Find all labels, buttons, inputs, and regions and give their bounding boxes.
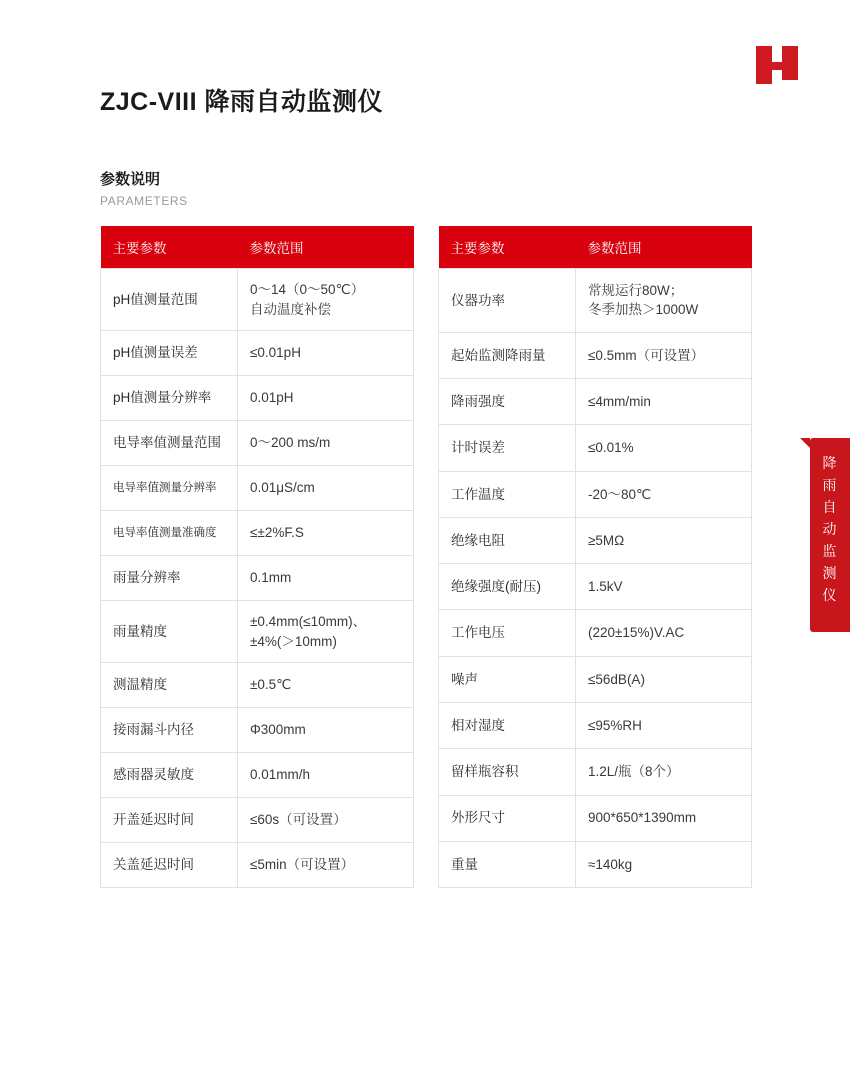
parameter-name-cell: pH值测量范围 — [101, 269, 238, 331]
parameter-name-cell: 绝缘强度(耐压) — [439, 564, 576, 610]
parameter-name-cell: 电导率值测量分辨率 — [101, 466, 238, 511]
company-logo-icon — [752, 40, 802, 90]
table-row — [101, 601, 414, 663]
parameter-name-cell: 电导率值测量准确度 — [101, 511, 238, 556]
table-row — [439, 517, 752, 563]
parameter-name-cell: 雨量分辨率 — [101, 556, 238, 601]
parameter-value-cell: 0～200 ms/m — [238, 421, 414, 466]
table-row — [439, 795, 752, 841]
side-tab-char: 动 — [822, 521, 838, 537]
table-row — [101, 663, 414, 708]
table-row — [439, 656, 752, 702]
parameter-value-cell: ≥5MΩ — [576, 517, 752, 563]
parameter-value-cell: 1.2L/瓶（8个） — [576, 749, 752, 795]
table-row — [439, 841, 752, 887]
parameter-value-cell: 常规运行80W； 冬季加热＞1000W — [576, 269, 752, 333]
parameter-value-cell: ≈140kg — [576, 841, 752, 887]
table-row — [439, 703, 752, 749]
side-tab-char: 仪 — [822, 587, 838, 603]
side-tab-char: 降 — [822, 455, 838, 471]
parameter-name-cell: 起始监测降雨量 — [439, 332, 576, 378]
parameter-value-cell: ≤0.5mm（可设置） — [576, 332, 752, 378]
parameter-value-cell: 0.01mm/h — [238, 753, 414, 798]
parameter-name-cell: 外形尺寸 — [439, 795, 576, 841]
parameter-name-cell: 绝缘电阻 — [439, 517, 576, 563]
parameter-name-cell: 仪器功率 — [439, 269, 576, 333]
table-row — [101, 708, 414, 753]
parameter-value-cell: 0.01pH — [238, 376, 414, 421]
side-tab-char: 雨 — [822, 477, 838, 493]
table-row — [439, 425, 752, 471]
page-title: ZJC-VIII 降雨自动监测仪 — [100, 88, 384, 116]
parameter-name-cell: pH值测量分辨率 — [101, 376, 238, 421]
parameter-name-cell: 测温精度 — [101, 663, 238, 708]
parameter-value-cell: ≤5min（可设置） — [238, 843, 414, 888]
table-row — [101, 376, 414, 421]
table-row — [101, 753, 414, 798]
parameter-value-cell: 0～14（0～50℃） 自动温度补偿 — [238, 269, 414, 331]
side-tab-char: 自 — [822, 499, 838, 515]
table-row — [101, 843, 414, 888]
parameter-value-cell: ±0.5℃ — [238, 663, 414, 708]
parameter-tables — [100, 226, 750, 888]
parameter-name-cell: 重量 — [439, 841, 576, 887]
side-tab-char: 测 — [822, 565, 838, 581]
parameter-name-cell: 噪声 — [439, 656, 576, 702]
parameter-table-left — [100, 226, 414, 888]
side-tab-product-label[interactable] — [810, 438, 850, 632]
parameter-name-cell: 降雨强度 — [439, 379, 576, 425]
parameter-value-cell: (220±15%)V.AC — [576, 610, 752, 656]
table-row — [439, 471, 752, 517]
column-header-value: 参数范围 — [576, 226, 752, 269]
parameter-value-cell: ≤95%RH — [576, 703, 752, 749]
section-heading-en: PARAMETERS — [100, 194, 188, 208]
parameter-value-cell: 0.01μS/cm — [238, 466, 414, 511]
column-header-name: 主要参数 — [101, 226, 238, 269]
parameter-value-cell: 900*650*1390mm — [576, 795, 752, 841]
table-row — [101, 331, 414, 376]
parameter-value-cell: 1.5kV — [576, 564, 752, 610]
parameter-name-cell: 相对湿度 — [439, 703, 576, 749]
table-body-left — [101, 269, 414, 888]
parameter-name-cell: 计时误差 — [439, 425, 576, 471]
parameter-value-cell: ≤0.01pH — [238, 331, 414, 376]
column-header-name: 主要参数 — [439, 226, 576, 269]
table-row — [439, 379, 752, 425]
table-row — [439, 269, 752, 333]
table-body-right — [439, 269, 752, 888]
parameter-name-cell: 关盖延迟时间 — [101, 843, 238, 888]
parameter-value-cell: Φ300mm — [238, 708, 414, 753]
parameter-name-cell: 工作温度 — [439, 471, 576, 517]
table-row — [101, 511, 414, 556]
table-row — [439, 564, 752, 610]
parameter-name-cell: 工作电压 — [439, 610, 576, 656]
parameter-name-cell: 留样瓶容积 — [439, 749, 576, 795]
table-row — [101, 556, 414, 601]
parameter-name-cell: 感雨器灵敏度 — [101, 753, 238, 798]
section-heading — [100, 170, 188, 210]
table-row — [101, 421, 414, 466]
parameter-value-cell: 0.1mm — [238, 556, 414, 601]
parameter-value-cell: ≤0.01% — [576, 425, 752, 471]
parameter-name-cell: 开盖延迟时间 — [101, 798, 238, 843]
parameter-table-right — [438, 226, 752, 888]
table-header-row — [439, 226, 752, 269]
parameter-value-cell: ±0.4mm(≤10mm)、 ±4%(＞10mm) — [238, 601, 414, 663]
side-tab-char: 监 — [822, 543, 838, 559]
table-row — [439, 332, 752, 378]
parameter-name-cell: 接雨漏斗内径 — [101, 708, 238, 753]
parameter-value-cell: ≤4mm/min — [576, 379, 752, 425]
parameter-value-cell: ≤±2%F.S — [238, 511, 414, 556]
table-row — [101, 466, 414, 511]
column-header-value: 参数范围 — [238, 226, 414, 269]
table-header-row — [101, 226, 414, 269]
parameter-name-cell: pH值测量误差 — [101, 331, 238, 376]
parameter-value-cell: ≤56dB(A) — [576, 656, 752, 702]
table-row — [439, 749, 752, 795]
table-row — [101, 269, 414, 331]
parameter-value-cell: -20～80℃ — [576, 471, 752, 517]
table-row — [439, 610, 752, 656]
section-heading-cn: 参数说明 — [100, 171, 161, 188]
parameter-name-cell: 电导率值测量范围 — [101, 421, 238, 466]
table-row — [101, 798, 414, 843]
parameter-value-cell: ≤60s（可设置） — [238, 798, 414, 843]
parameter-name-cell: 雨量精度 — [101, 601, 238, 663]
